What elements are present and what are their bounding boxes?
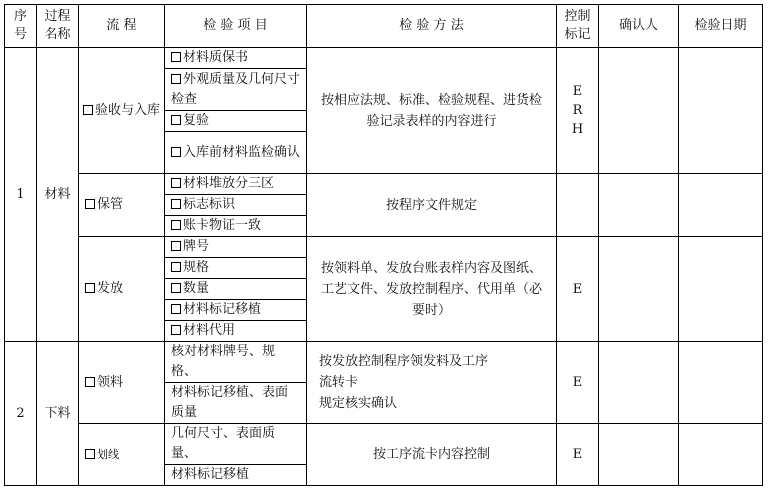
item-label: 规格 xyxy=(183,260,210,275)
control-mark-cell xyxy=(557,342,599,424)
method-cell: 按工序流卡内容控制 xyxy=(307,424,557,486)
confirmer-cell[interactable] xyxy=(599,237,679,342)
flow-cell-issue xyxy=(79,237,165,342)
checkbox-icon[interactable] xyxy=(85,283,95,293)
header-control-mark xyxy=(557,5,599,48)
checkbox-icon[interactable] xyxy=(171,115,181,125)
checkbox-icon[interactable] xyxy=(171,74,181,84)
date-cell[interactable] xyxy=(679,174,763,237)
control-mark-cell xyxy=(557,48,599,174)
control-mark: E xyxy=(572,447,583,462)
control-mark-cell xyxy=(557,424,599,486)
checkbox-icon[interactable] xyxy=(85,377,95,387)
confirmer-cell[interactable] xyxy=(599,48,679,174)
item-label: 材料堆放分三区 xyxy=(183,176,275,191)
checkbox-icon[interactable] xyxy=(171,304,181,314)
item-cell: 材料标记移植、表面质量 xyxy=(165,383,307,424)
item-cell: 几何尺寸、表面质量、 xyxy=(165,424,307,465)
control-mark: R xyxy=(572,103,583,118)
item-cell xyxy=(165,174,307,195)
control-mark: E xyxy=(572,375,583,390)
table-row xyxy=(5,174,763,195)
confirmer-cell[interactable] xyxy=(599,342,679,424)
header-seq-line1: 序 xyxy=(13,9,27,24)
date-cell[interactable] xyxy=(679,424,763,486)
method-cell xyxy=(307,342,557,424)
checkbox-icon[interactable] xyxy=(171,262,181,272)
item-label: 数量 xyxy=(183,281,210,296)
confirmer-cell[interactable] xyxy=(599,174,679,237)
item-cell: 核对材料牌号、规格、 xyxy=(165,342,307,383)
item-cell xyxy=(165,111,307,132)
seq-cell: 1 xyxy=(5,48,37,342)
item-label: 材料标记移植 xyxy=(183,302,262,317)
header-control-line1: 控制 xyxy=(564,9,591,24)
inspection-sheet xyxy=(4,4,763,486)
flow-cell-acceptance xyxy=(79,48,165,174)
header-inspection-method: 检 验 方 法 xyxy=(307,5,557,48)
header-inspection-item: 检 验 项 目 xyxy=(165,5,307,48)
item-cell xyxy=(165,195,307,216)
item-cell: 材料标记移植 xyxy=(165,465,307,486)
item-cell xyxy=(165,321,307,342)
checkbox-icon[interactable] xyxy=(171,325,181,335)
checkbox-icon[interactable] xyxy=(171,220,181,230)
header-row xyxy=(5,5,763,48)
item-cell xyxy=(165,279,307,300)
date-cell[interactable] xyxy=(679,48,763,174)
flow-label: 发放 xyxy=(97,281,124,296)
checkbox-icon[interactable] xyxy=(171,283,181,293)
control-mark: H xyxy=(571,122,584,137)
item-label: 复验 xyxy=(183,113,210,128)
item-label: 账卡物证一致 xyxy=(183,218,262,233)
item-label: 材料代用 xyxy=(183,323,236,338)
confirmer-cell[interactable] xyxy=(599,424,679,486)
item-cell xyxy=(165,132,307,174)
item-label: 牌号 xyxy=(183,239,210,254)
flow-cell-pick xyxy=(79,342,165,424)
item-cell xyxy=(165,48,307,69)
header-confirmer: 确认人 xyxy=(599,5,679,48)
header-flow: 流 程 xyxy=(79,5,165,48)
process-name-cell: 材料 xyxy=(37,48,79,342)
flow-cell-marking xyxy=(79,424,165,486)
table-row xyxy=(5,237,763,258)
header-seq-line2: 号 xyxy=(13,27,27,42)
flow-cell-storage xyxy=(79,174,165,237)
item-label: 入库前材料监检确认 xyxy=(183,144,301,160)
checkbox-icon[interactable] xyxy=(171,241,181,251)
item-label: 材料质保书 xyxy=(183,50,249,65)
flow-label: 验收与入库 xyxy=(95,102,161,118)
method-cell: 按程序文件规定 xyxy=(307,174,557,237)
item-cell xyxy=(165,237,307,258)
method-line: 按发放控制程序领发料及工序 xyxy=(319,354,489,369)
table-row xyxy=(5,48,763,69)
seq-cell: 2 xyxy=(5,342,37,486)
checkbox-icon[interactable] xyxy=(171,199,181,209)
flow-label: 领料 xyxy=(97,374,124,390)
method-line: 流转卡 xyxy=(319,375,359,390)
checkbox-icon[interactable] xyxy=(85,449,95,459)
method-cell: 按领料单、发放台账表样内容及图纸、工艺文件、发放控制程序、代用单（必要时） xyxy=(307,237,557,342)
control-mark: E xyxy=(572,84,583,99)
checkbox-icon[interactable] xyxy=(171,178,181,188)
flow-label: 划线 xyxy=(97,447,119,461)
item-cell xyxy=(165,216,307,237)
date-cell[interactable] xyxy=(679,342,763,424)
header-inspection-date: 检验日期 xyxy=(679,5,763,48)
header-process-line1: 过程 xyxy=(44,9,71,24)
inspection-table xyxy=(4,4,763,486)
control-mark-cell xyxy=(557,174,599,237)
control-mark: E xyxy=(572,281,583,297)
flow-label: 保管 xyxy=(97,197,124,212)
method-cell: 按相应法规、标准、检验规程、进货检验记录表样的内容进行 xyxy=(307,48,557,174)
checkbox-icon[interactable] xyxy=(83,105,93,115)
header-seq xyxy=(5,5,37,48)
header-control-line2: 标记 xyxy=(564,27,591,42)
item-cell xyxy=(165,69,307,111)
item-label: 外观质量及几何尺寸检查 xyxy=(171,71,301,107)
process-name-cell: 下料 xyxy=(37,342,79,486)
header-process-line2: 名称 xyxy=(44,27,71,42)
table-row xyxy=(5,424,763,465)
date-cell[interactable] xyxy=(679,237,763,342)
checkbox-icon[interactable] xyxy=(171,52,181,62)
method-line: 规定核实确认 xyxy=(319,396,398,411)
table-row xyxy=(5,342,763,383)
checkbox-icon[interactable] xyxy=(171,147,181,157)
item-cell xyxy=(165,300,307,321)
item-label: 标志标识 xyxy=(183,197,236,212)
header-process-name xyxy=(37,5,79,48)
item-cell xyxy=(165,258,307,279)
control-mark-cell xyxy=(557,237,599,342)
checkbox-icon[interactable] xyxy=(85,199,95,209)
